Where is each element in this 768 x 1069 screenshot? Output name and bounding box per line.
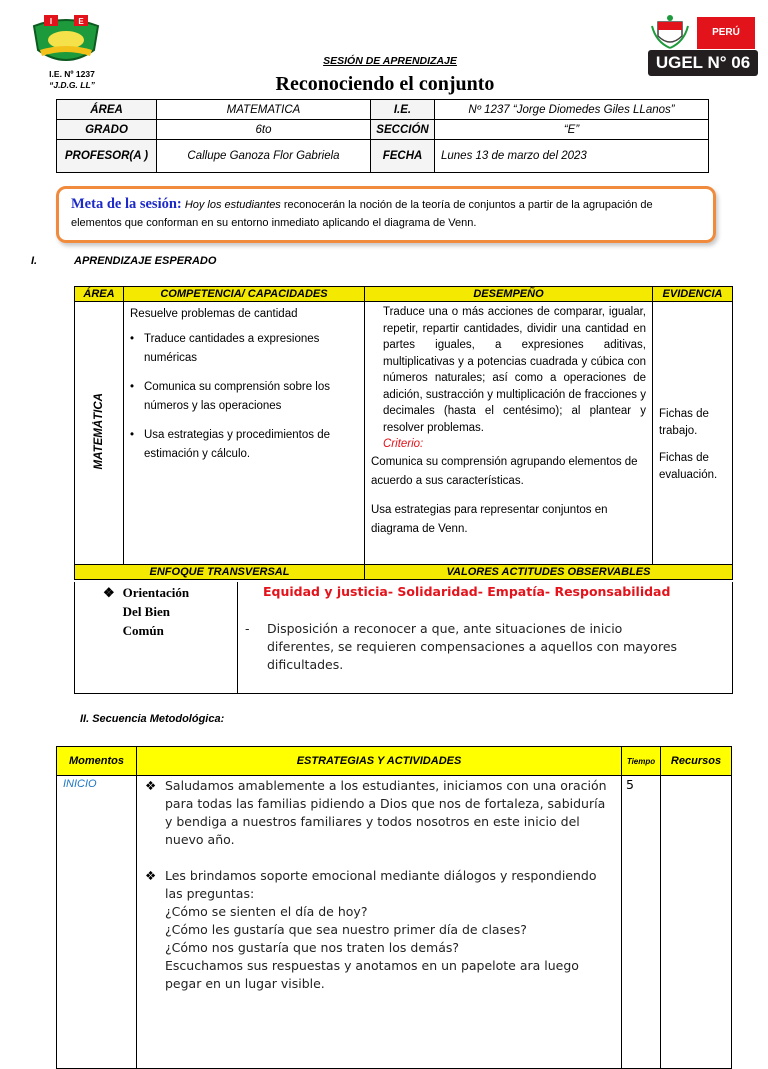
header-evidencia: EVIDENCIA xyxy=(653,287,733,302)
school-shield-logo xyxy=(30,12,102,70)
session-goal-text: reconocerán la noción de la teoría de conjuntos a partir de la agrupación de elementos que conforman en su entorno inmediato aplicando el diagrama de Venn. xyxy=(71,199,653,229)
recursos-cell xyxy=(661,776,732,1069)
enfoque-text: Orientación Del Bien Común xyxy=(122,585,190,638)
profesor-value: Callupe Ganoza Flor Gabriela xyxy=(157,140,371,173)
learning-table xyxy=(74,286,733,580)
area-value: MATEMATICA xyxy=(157,100,371,120)
criterio-2: Usa estrategias para representar conjuntos en diagrama de Venn. xyxy=(371,503,608,535)
methodology-table xyxy=(56,746,732,1069)
diamond-bullet-icon: ❖ xyxy=(145,868,157,883)
peru-badge: PERÚ xyxy=(697,17,755,49)
header-desempeno: DESEMPEÑO xyxy=(365,287,653,302)
peru-coat-of-arms-icon xyxy=(650,14,690,50)
session-goal-intro: Hoy los estudiantes xyxy=(184,199,281,211)
capacidad-item: • Comunica su comprensión sobre los números y las operaciones xyxy=(130,378,358,416)
page-title: Reconociendo el conjunto xyxy=(275,73,495,95)
capacidad-text: Usa estrategias y procedimientos de estimación y cálculo. xyxy=(144,429,331,460)
grado-label: GRADO xyxy=(57,120,157,140)
diamond-bullet-icon: ❖ xyxy=(103,585,115,600)
general-info-table xyxy=(56,99,709,173)
pregunta-1: ¿Cómo se sienten el día de hoy? xyxy=(165,904,368,919)
seccion-label: SECCIÓN xyxy=(371,120,435,140)
capacidad-item: • Usa estrategias y procedimientos de estimación y cálculo. xyxy=(130,426,358,464)
actividad-2-cierre: Escuchamos sus respuestas y anotamos en un papelote ara luego pegar en un lugar visible. xyxy=(165,958,579,991)
valores-text: Equidad y justicia- Solidaridad- Empatía- Responsabilidad xyxy=(263,584,671,599)
criterio-1: Comunica su comprensión agrupando elementos de acuerdo a sus características. xyxy=(371,455,638,487)
evidencia-2: Fichas de evaluación. xyxy=(659,452,718,481)
momento-inicio: INICIO xyxy=(57,776,137,1069)
area-vertical-label: MATEMÁTICA xyxy=(93,393,105,470)
actividad-item xyxy=(145,777,615,849)
diamond-bullet-icon: ❖ xyxy=(145,778,157,793)
svg-text:I: I xyxy=(49,17,53,26)
header-competencia: COMPETENCIA/ CAPACIDADES xyxy=(124,287,365,302)
header-tiempo: Tiempo xyxy=(622,747,661,776)
session-goal-box xyxy=(56,186,716,243)
header-area: ÁREA xyxy=(75,287,124,302)
pregunta-3: ¿Cómo nos gustaría que nos traten los demás? xyxy=(165,940,460,955)
ugel-badge: UGEL N° 06 xyxy=(648,50,758,76)
criterio-label: Criterio: xyxy=(383,438,424,450)
competencia-title: Resuelve problemas de cantidad xyxy=(130,308,298,320)
ie-number-label: I.E. Nº 1237 xyxy=(49,69,95,79)
ie-value: Nº 1237 “Jorge Diomedes Giles LLanos” xyxy=(435,100,709,120)
enfoque-header: ENFOQUE TRANSVERSAL xyxy=(75,565,365,580)
area-cell xyxy=(75,302,124,565)
svg-text:E: E xyxy=(78,17,84,26)
section-1-title: APRENDIZAJE ESPERADO xyxy=(74,255,217,267)
valores-header: VALORES ACTITUDES OBSERVABLES xyxy=(365,565,733,580)
header-recursos: Recursos xyxy=(661,747,732,776)
capacidad-item: • Traduce cantidades a expresiones numéricas xyxy=(130,330,358,368)
actividad-1-text: Saludamos amablemente a los estudiantes, iniciamos con una oración para todas las familias pidiendo a Dios que nos de fortaleza, sabiduría y bendiga a nuestros familiares y todos nosotros en este inicio del nuevo año. xyxy=(165,778,607,847)
profesor-label: PROFESOR(A ) xyxy=(57,140,157,173)
evidencia-cell xyxy=(653,302,733,565)
capacidad-text: Comunica su comprensión sobre los números y las operaciones xyxy=(144,381,331,412)
fecha-label: FECHA xyxy=(371,140,435,173)
section-1-number: I. xyxy=(31,255,38,267)
ie-label: I.E. xyxy=(371,100,435,120)
capacidad-text: Traduce cantidades a expresiones numéricas xyxy=(144,333,320,364)
actividades-cell xyxy=(137,776,622,1069)
section-2-title: II. Secuencia Metodológica: xyxy=(80,713,225,725)
area-label: ÁREA xyxy=(57,100,157,120)
ie-initials: “J.D.G. LL” xyxy=(49,80,95,90)
enfoque-row: ❖ Orientación Del Bien Común Equidad y justicia- Solidaridad- Empatía- Responsabilidad - Disposición a reconocer a que, ante situaciones de inicio diferentes, se requieren compensaciones a aquellos con mayores dificultades. xyxy=(74,582,733,694)
desempeno-cell xyxy=(365,302,653,565)
session-goal-label: Meta de la sesión: xyxy=(71,196,182,212)
header-estrategias: ESTRATEGIAS Y ACTIVIDADES xyxy=(137,747,622,776)
tiempo-value: 5 xyxy=(622,776,661,1069)
competencia-cell xyxy=(124,302,365,565)
pregunta-2: ¿Cómo les gustaría que sea nuestro primer día de clases? xyxy=(165,922,527,937)
fecha-value: Lunes 13 de marzo del 2023 xyxy=(435,140,709,173)
actividad-item xyxy=(145,867,615,993)
actividad-2-intro: Les brindamos soporte emocional mediante diálogos y respondiendo las preguntas: xyxy=(165,868,597,901)
session-label: SESIÓN DE APRENDIZAJE xyxy=(323,55,457,67)
desempeno-text: Traduce una o más acciones de comparar, igualar, repetir, repartir cantidades, dividir una cantidad en partes iguales, a expresiones aditivas, multiplicativas y a potencias cuadrada y cúbica con números naturales; así como a operaciones de adición, sustracción y multiplicación de fracciones y decimales (hasta el centésimo); al plantear y resolver problemas. xyxy=(383,306,646,434)
grado-value: 6to xyxy=(157,120,371,140)
seccion-value: “E” xyxy=(435,120,709,140)
header-momentos: Momentos xyxy=(57,747,137,776)
actitud-text: Disposición a reconocer a que, ante situaciones de inicio diferentes, se requieren compensaciones a aquellos con mayores dificultades. xyxy=(267,621,678,672)
evidencia-1: Fichas de trabajo. xyxy=(659,408,709,437)
